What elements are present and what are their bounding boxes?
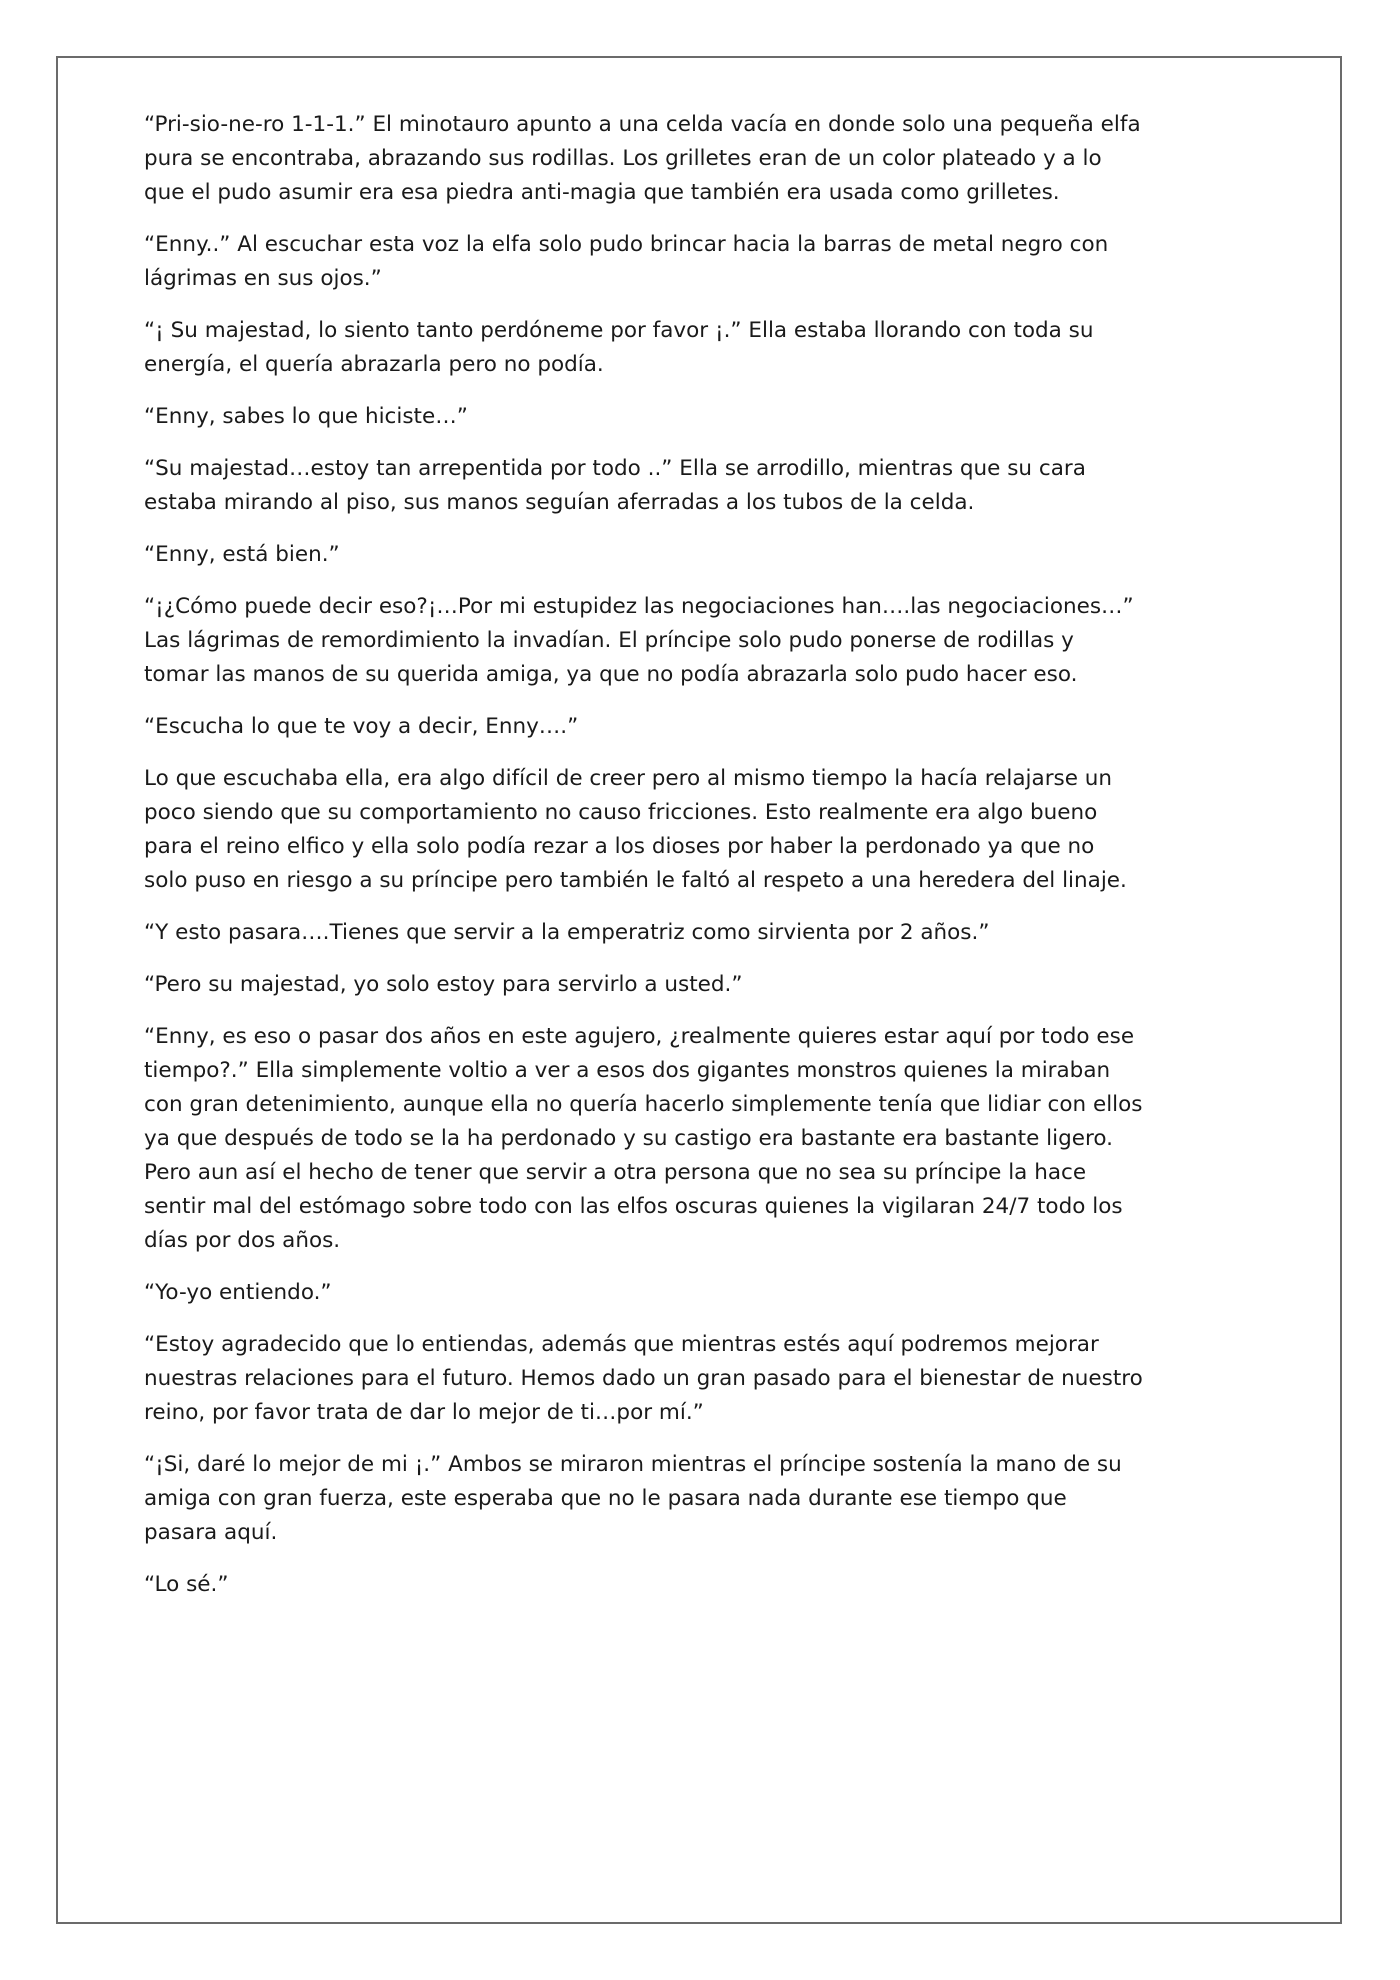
paragraph: “Escucha lo que te voy a decir, Enny….” — [144, 714, 579, 739]
paragraph: “Su majestad…estoy tan arrepentida por todo ..” Ella se arrodillo, mientras que su cara estaba mirando al piso, sus manos seguían aferradas a los tubos de la celda. — [144, 456, 1086, 515]
paragraph: Lo que escuchaba ella, era algo difícil de creer pero al mismo tiempo la hacía relajarse un poco siendo que su comportamiento no causo fricciones. Esto realmente era algo bueno para el reino elfico y ella solo podía rezar a los dioses por haber la perdonado ya que no solo puso en riesgo a su príncipe pero también le faltó al respeto a una heredera del linaje. — [144, 766, 1127, 893]
paragraph: “¡ Su majestad, lo siento tanto perdóneme por favor ¡.” Ella estaba llorando con toda su energía, el quería abrazarla pero no podía. — [144, 318, 1094, 377]
paragraph: “¡Si, daré lo mejor de mi ¡.” Ambos se miraron mientras el príncipe sostenía la mano de su amiga con gran fuerza, este esperaba que no le pasara nada durante ese tiempo que pasara aquí. — [144, 1452, 1122, 1545]
paragraph: “Yo-yo entiendo.” — [144, 1280, 332, 1305]
paragraph: “Pero su majestad, yo solo estoy para servirlo a usted.” — [144, 972, 743, 997]
paragraph: “¡¿Cómo puede decir eso?¡…Por mi estupidez las negociaciones han….las negociaciones…” Las lágrimas de remordimiento la invadían. El príncipe solo pudo ponerse de rodillas y tomar las manos de su querida amiga, ya que no podía abrazarla solo pudo hacer eso. — [144, 594, 1134, 687]
paragraph: “Enny, está bien.” — [144, 542, 340, 567]
paragraph: “Y esto pasara….Tienes que servir a la emperatriz como sirvienta por 2 años.” — [144, 920, 990, 945]
paragraph: “Lo sé.” — [144, 1572, 229, 1597]
paragraph: “Estoy agradecido que lo entiendas, además que mientras estés aquí podremos mejorar nuestras relaciones para el futuro. Hemos dado un gran pasado para el bienestar de nuestro reino, por favor trata de dar lo mejor de ti…por mí.” — [144, 1332, 1143, 1425]
paragraph: “Enny, sabes lo que hiciste…” — [144, 404, 468, 429]
paragraph: “Enny, es eso o pasar dos años en este agujero, ¿realmente quieres estar aquí por todo ese tiempo?.” Ella simplemente voltio a ver a esos dos gigantes monstros quienes la miraban con gran detenimiento, aunque ella no quería hacerlo simplemente tenía que lidiar con ellos ya que después de todo se la ha perdonado y su castigo era bastante era bastante ligero. Pero aun así el hecho de tener que servir a otra persona que no sea su príncipe la hace sentir mal del estómago sobre todo con las elfos oscuras quienes la vigilaran 24/7 todo los días por dos años. — [144, 1024, 1143, 1253]
paragraph: “Enny..” Al escuchar esta voz la elfa solo pudo brincar hacia la barras de metal negro con lágrimas en sus ojos.” — [144, 232, 1109, 291]
paragraph: “Pri-sio-ne-ro 1-1-1.” El minotauro apunto a una celda vacía en donde solo una pequeña elfa pura se encontraba, abrazando sus rodillas. Los grilletes eran de un color plateado y a lo que el pudo asumir era esa piedra anti-magia que también era usada como grilletes. — [144, 112, 1141, 205]
document-body — [144, 108, 1144, 1620]
